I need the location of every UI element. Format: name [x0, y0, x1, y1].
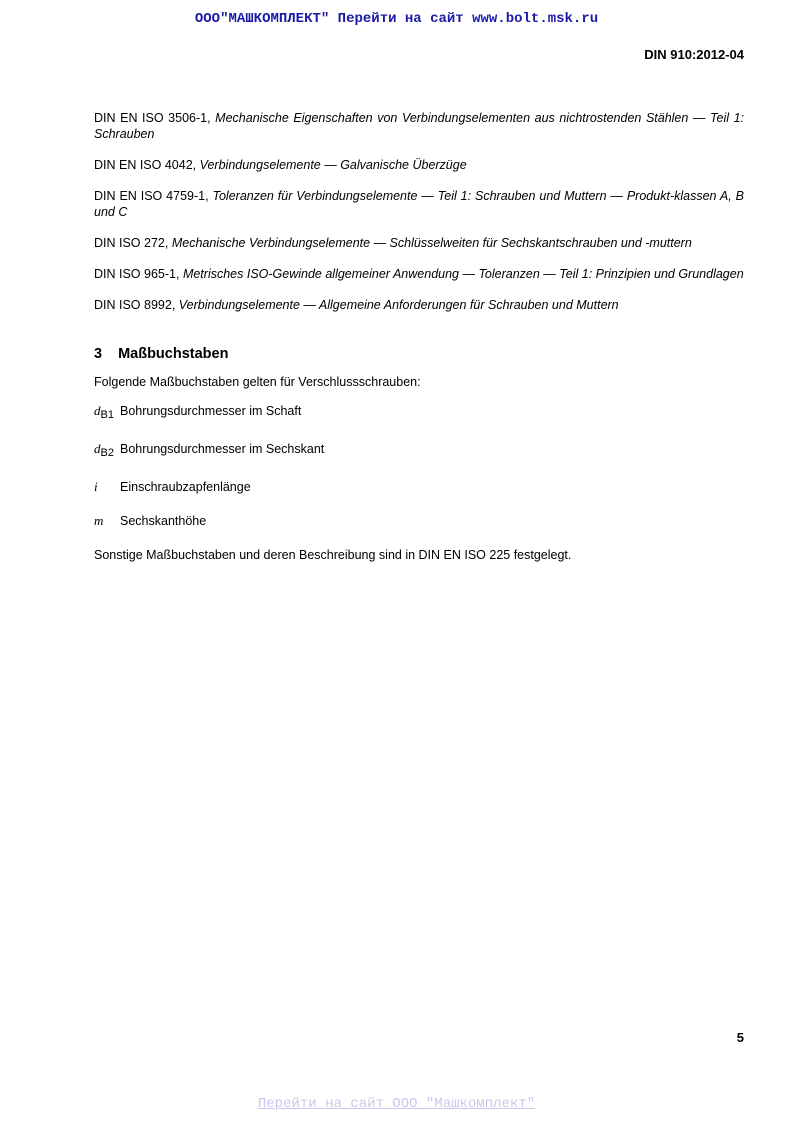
page-number: 5: [736, 1030, 744, 1045]
reference-item: [94, 297, 744, 313]
reference-title: Mechanische Eigenschaften von Verbindungselementen aus nichtrostenden Stählen — Teil 1: Schrauben: [94, 111, 744, 141]
symbol: $d_{B1}$: [94, 403, 114, 421]
reference-title: Mechanische Verbindungselemente — Schlüsselweiten für Sechskantschrauben und -muttern: [171, 236, 692, 250]
section-number: 3: [94, 346, 103, 362]
reference-item: [94, 266, 744, 282]
reference-title: Verbindungselemente — Allgemeine Anforderungen für Schrauben und Muttern: [178, 298, 619, 312]
symbol-definition: [94, 513, 744, 529]
document-id: DIN 910:2012-04: [644, 47, 744, 62]
page-content: [94, 110, 744, 563]
reference-code: DIN EN ISO 4759-1,: [94, 189, 209, 203]
reference-item: [94, 235, 744, 251]
reference-title: Toleranzen für Verbindungselemente — Teil 1: Schrauben und Muttern — Produkt-klassen A, B und C: [94, 189, 744, 219]
symbol-definition: [94, 479, 744, 495]
reference-item: [94, 188, 744, 220]
section-heading: [94, 346, 744, 362]
reference-title: Verbindungselemente — Galvanische Überzüge: [199, 158, 467, 172]
reference-code: DIN ISO 965-1,: [94, 267, 180, 281]
symbol: i: [94, 479, 98, 494]
symbol-definition: [94, 403, 744, 423]
section-intro: Folgende Maßbuchstaben gelten für Verschlussschrauben:: [94, 375, 421, 389]
reference-item: [94, 110, 744, 142]
reference-code: DIN ISO 272,: [94, 236, 169, 250]
symbol: m: [94, 513, 104, 528]
reference-code: DIN ISO 8992,: [94, 298, 176, 312]
section-closing: Sonstige Maßbuchstaben und deren Beschreibung sind in DIN EN ISO 225 festgelegt.: [94, 548, 572, 562]
symbol-definition: [94, 441, 744, 461]
reference-title: Metrisches ISO-Gewinde allgemeiner Anwendung — Toleranzen — Teil 1: Prinzipien und Grundlagen: [182, 267, 744, 281]
reference-item: [94, 157, 744, 173]
symbol: $d_{B2}$: [94, 441, 114, 459]
site-banner-link[interactable]: ООО"МАШКОМПЛЕКТ" Перейти на сайт www.bolt.msk.ru: [194, 11, 599, 27]
symbol-description: Bohrungsdurchmesser im Sechskant: [120, 442, 325, 456]
symbol-description: Sechskanthöhe: [120, 514, 207, 528]
footer-site-link[interactable]: Перейти на сайт ООО "Машкомплект": [257, 1096, 536, 1112]
symbol-description: Bohrungsdurchmesser im Schaft: [120, 404, 302, 418]
reference-code: DIN EN ISO 4042,: [94, 158, 197, 172]
section-title: Maßbuchstaben: [118, 346, 229, 362]
symbol-description: Einschraubzapfenlänge: [120, 480, 251, 494]
reference-code: DIN EN ISO 3506-1,: [94, 111, 211, 125]
